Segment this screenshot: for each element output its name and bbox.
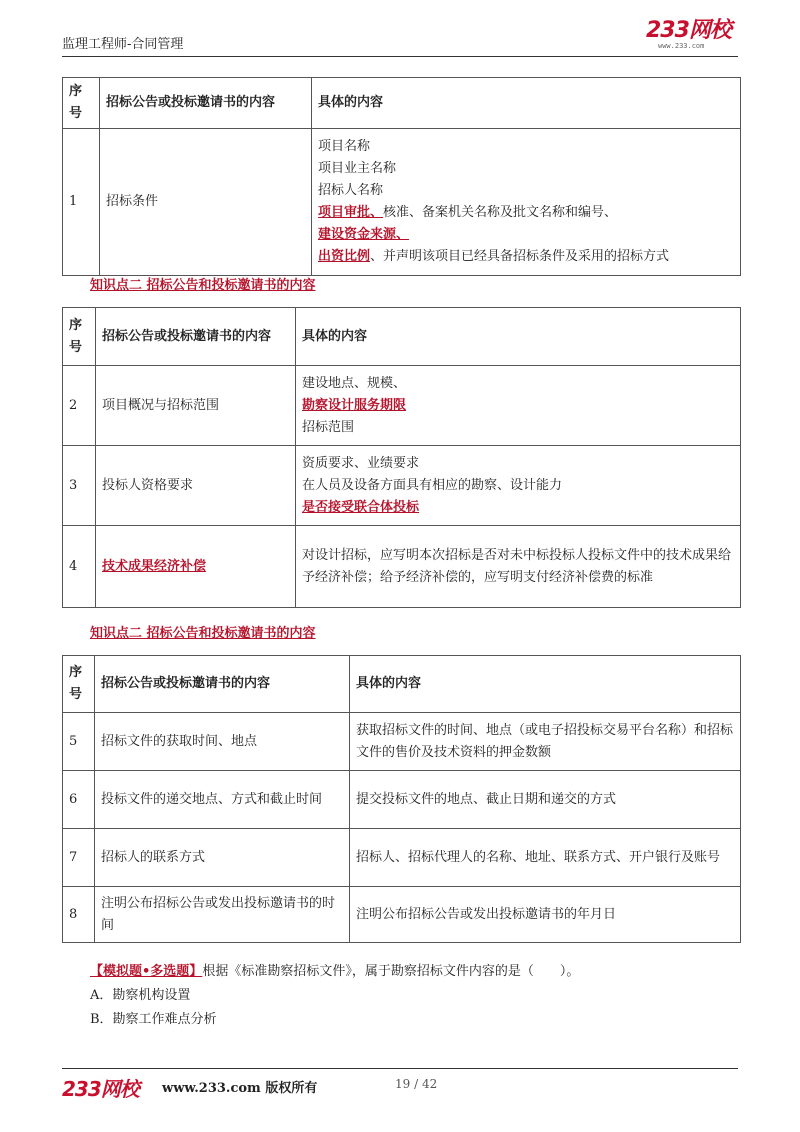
- question-text: 根据《标准勘察招标文件》，属于勘察招标文件内容的是（ ）。: [202, 964, 580, 979]
- header-divider: [62, 56, 738, 57]
- row-content: 提交投标文件的地点、截止日期和递交的方式: [350, 771, 741, 829]
- table-header-row: [63, 656, 741, 713]
- highlight-text: 建设资金来源、: [318, 227, 410, 242]
- header-cell-number: 序号: [63, 656, 95, 713]
- content-table-1: [62, 77, 741, 276]
- row-content: 获取招标文件的时间、地点（或电子招投标交易平台名称）和招标文件的售价及技术资料的押金数额: [350, 713, 741, 771]
- option-a: A．勘察机构设置: [90, 988, 191, 1003]
- row-content: [296, 446, 741, 526]
- footer-divider: [62, 1068, 738, 1069]
- row-item: 招标人的联系方式: [95, 829, 350, 887]
- row-number: 7: [63, 829, 95, 887]
- highlight-text: 技术成果经济补偿: [102, 558, 207, 574]
- row-number: 2: [63, 366, 96, 446]
- row-item: [96, 526, 296, 608]
- content-line: [302, 497, 734, 519]
- row-number: 4: [63, 526, 96, 608]
- header-cell-item: 招标公告或投标邀请书的内容: [95, 656, 350, 713]
- practice-question: [90, 960, 579, 979]
- content-line: [318, 224, 734, 246]
- header-cell-content: 具体的内容: [350, 656, 741, 713]
- table-row: [63, 713, 741, 771]
- footer-logo: 233网校: [62, 1077, 139, 1101]
- footer-copyright: www.233.com 版权所有: [162, 1081, 318, 1096]
- content-line: [318, 202, 734, 224]
- content-line: 建设地点、规模、: [302, 375, 407, 391]
- highlight-text: 项目审批、: [318, 205, 384, 220]
- header-cell-item: 招标公告或投标邀请书的内容: [100, 78, 312, 129]
- content-text: 核准、备案机关名称及批文名称和编号、: [383, 205, 618, 220]
- row-number: 5: [63, 713, 95, 771]
- table-header-row: [63, 78, 741, 129]
- content-line: 招标范围: [302, 419, 355, 435]
- header-cell-content: 具体的内容: [296, 308, 741, 366]
- row-item: 项目概况与招标范围: [96, 366, 296, 446]
- content-line: [318, 246, 734, 268]
- content-text: 、并声明该项目已经具备招标条件及采用的招标方式: [370, 249, 670, 264]
- row-content: 对设计招标，应写明本次招标是否对未中标投标人投标文件中的技术成果给予经济补偿；给予经济补偿的，应写明支付经济补偿费的标准: [296, 526, 741, 608]
- content-line: 在人员及设备方面具有相应的勘察、设计能力: [302, 477, 563, 493]
- row-item: 注明公布招标公告或发出投标邀请书的时间: [95, 887, 350, 943]
- row-content: [296, 366, 741, 446]
- content-line: 项目名称: [318, 139, 371, 154]
- content-line: 招标人名称: [318, 183, 384, 198]
- question-tag: 【模拟题•多选题】: [90, 964, 203, 979]
- row-content: 注明公布招标公告或发出投标邀请书的年月日: [350, 887, 741, 943]
- logo-url: www.233.com: [658, 42, 705, 50]
- header-cell-content: 具体的内容: [312, 78, 741, 129]
- table-row: [63, 366, 741, 446]
- table-row: [63, 526, 741, 608]
- row-item: 招标文件的获取时间、地点: [95, 713, 350, 771]
- row-content: 招标人、招标代理人的名称、地址、联系方式、开户银行及账号: [350, 829, 741, 887]
- document-header-title: 监理工程师-合同管理: [62, 37, 184, 52]
- row-number: 6: [63, 771, 95, 829]
- section-heading: 知识点二 招标公告和投标邀请书的内容: [90, 626, 316, 641]
- section-heading: 知识点二 招标公告和投标邀请书的内容: [90, 278, 316, 293]
- table-row: [63, 771, 741, 829]
- row-item: 投标人资格要求: [96, 446, 296, 526]
- row-item: 招标条件: [100, 129, 312, 276]
- row-item: 投标文件的递交地点、方式和截止时间: [95, 771, 350, 829]
- content-table-2: [62, 307, 741, 608]
- content-line: 项目业主名称: [318, 161, 397, 176]
- row-content: [312, 129, 741, 276]
- content-line: [302, 395, 734, 417]
- table-header-row: [63, 308, 741, 366]
- highlight-text: 勘察设计服务期限: [302, 397, 407, 413]
- content-table-3: [62, 655, 741, 943]
- page-number: 19 / 42: [395, 1077, 438, 1091]
- row-number: 8: [63, 887, 95, 943]
- header-cell-number: 序号: [63, 78, 100, 129]
- highlight-text: 出资比例: [318, 249, 371, 264]
- row-number: 1: [63, 129, 100, 276]
- header-cell-item: 招标公告或投标邀请书的内容: [96, 308, 296, 366]
- table-row: [63, 887, 741, 943]
- table-row: [63, 129, 741, 276]
- option-b: B．勘察工作难点分析: [90, 1012, 217, 1027]
- table-row: [63, 446, 741, 526]
- logo-text: 233网校: [646, 18, 731, 43]
- row-number: 3: [63, 446, 96, 526]
- table-row: [63, 829, 741, 887]
- highlight-text: 是否接受联合体投标: [302, 499, 420, 515]
- content-line: 资质要求、业绩要求: [302, 455, 420, 471]
- header-cell-number: 序号: [63, 308, 96, 366]
- brand-logo: [646, 20, 742, 54]
